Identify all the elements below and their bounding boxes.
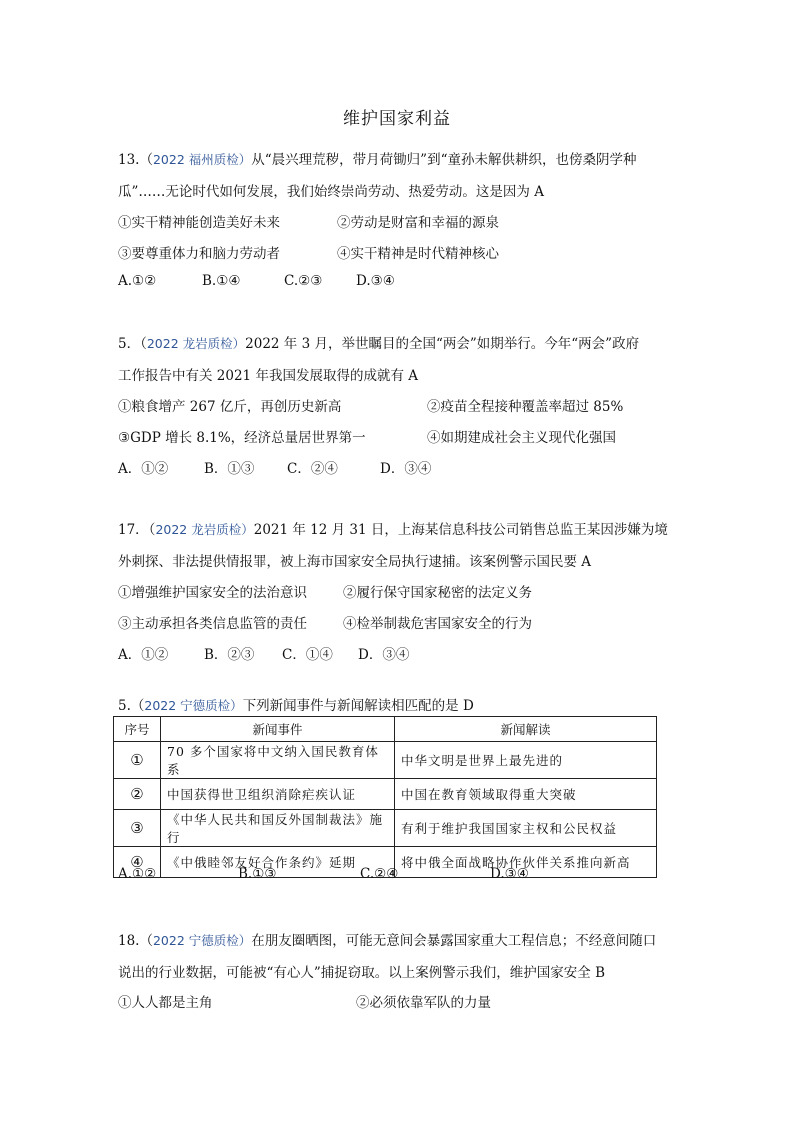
statement-2: ②疫苗全程接种覆盖率超过 85% bbox=[427, 399, 624, 415]
row-index: ① bbox=[114, 742, 161, 779]
statement-4: ④实干精神是时代精神核心 bbox=[337, 246, 499, 262]
choice-c: C．①④ bbox=[282, 647, 333, 663]
statement-3: ③主动承担各类信息监管的责任 bbox=[118, 616, 307, 632]
table-row bbox=[114, 779, 657, 810]
question-5b-line-1 bbox=[118, 694, 474, 714]
news-interpretation: 中华文明是世界上最先进的 bbox=[395, 742, 657, 779]
statement-1: ①人人都是主角 bbox=[118, 995, 213, 1011]
column-header-event: 新闻事件 bbox=[161, 717, 395, 742]
question-5-line-2: 工作报告中有关 2021 年我国发展取得的成就有 A bbox=[118, 368, 418, 384]
news-event: 中国获得世卫组织消除疟疾认证 bbox=[161, 779, 395, 810]
question-number: 18.（ bbox=[118, 933, 153, 949]
statement-4: ④检举制裁危害国家安全的行为 bbox=[343, 616, 532, 632]
choice-a: A.①② bbox=[118, 273, 157, 289]
question-18-line-2: 说出的行业数据，可能被“有心人”捕捉窃取。以上案例警示我们，维护国家安全 B bbox=[118, 965, 606, 981]
choice-d: D．③④ bbox=[358, 647, 410, 663]
page-title: 维护国家利益 bbox=[343, 109, 451, 129]
choice-d: D.③④ bbox=[490, 866, 529, 882]
news-interpretation: 将中俄全面战略协作伙伴关系推向新高 bbox=[395, 847, 657, 878]
choice-a: A.①② bbox=[118, 866, 157, 882]
choice-b: B.①④ bbox=[202, 273, 241, 289]
question-source: 2022 宁德质检） bbox=[152, 933, 252, 948]
question-18-line-1 bbox=[118, 929, 656, 949]
question-stem: 在朋友圈晒图，可能无意间会暴露国家重大工程信息；不经意间随口 bbox=[251, 933, 657, 949]
choice-c: C.②③ bbox=[284, 273, 323, 289]
choice-c: C．②④ bbox=[287, 461, 338, 477]
news-table bbox=[113, 716, 657, 878]
question-stem: 2022 年 3 月，举世瞩目的全国“两会”如期举行。今年“两会”政府 bbox=[245, 336, 640, 352]
choice-d: D．③④ bbox=[380, 461, 432, 477]
row-index: ② bbox=[114, 779, 161, 810]
news-event: 《中俄睦邻友好合作条约》延期 bbox=[161, 847, 395, 878]
choice-a: A．①② bbox=[118, 461, 169, 477]
statement-1: ①粮食增产 267 亿斤，再创历史新高 bbox=[118, 399, 342, 415]
question-stem: 下列新闻事件与新闻解读相匹配的是 D bbox=[242, 698, 474, 714]
choice-d: D.③④ bbox=[356, 273, 395, 289]
statement-3: ③要尊重体力和脑力劳动者 bbox=[118, 246, 280, 262]
row-index: ③ bbox=[114, 810, 161, 847]
question-source: 2022 福州质检） bbox=[152, 152, 252, 167]
question-source: 2022 龙岩质检） bbox=[146, 336, 246, 351]
statement-4: ④如期建成社会主义现代化强国 bbox=[427, 430, 616, 446]
table-row bbox=[114, 810, 657, 847]
column-header-index: 序号 bbox=[114, 717, 161, 742]
choice-b: B．②③ bbox=[204, 647, 255, 663]
question-13-line-2: 瓜”……无论时代如何发展，我们始终崇尚劳动、热爱劳动。这是因为 A bbox=[118, 184, 544, 200]
row-index: ④ bbox=[114, 847, 161, 878]
question-source: 2022 宁德质检） bbox=[144, 698, 243, 713]
question-13-line-1 bbox=[118, 148, 637, 168]
choice-a: A．①② bbox=[118, 647, 169, 663]
statement-2: ②履行保守国家秘密的法定义务 bbox=[343, 585, 532, 601]
news-interpretation: 有利于维护我国国家主权和公民权益 bbox=[395, 810, 657, 847]
question-number: 5.（ bbox=[118, 698, 145, 714]
question-17-line-1 bbox=[118, 518, 668, 538]
news-event: 《中华人民共和国反外国制裁法》施行 bbox=[161, 810, 395, 847]
statement-1: ①实干精神能创造美好未来 bbox=[118, 215, 280, 231]
question-number: 5．（ bbox=[118, 336, 147, 352]
statement-3: ③GDP 增长 8.1%，经济总量居世界第一 bbox=[118, 430, 366, 446]
news-interpretation: 中国在教育领域取得重大突破 bbox=[395, 779, 657, 810]
choice-c: C.②④ bbox=[360, 866, 399, 882]
question-number: 13.（ bbox=[118, 152, 153, 168]
column-header-interpretation: 新闻解读 bbox=[395, 717, 657, 742]
question-17-line-2: 外刺探、非法提供情报罪，被上海市国家安全局执行逮捕。该案例警示国民要 A bbox=[118, 554, 592, 570]
question-stem: 2021 年 12 月 31 日，上海某信息科技公司销售总监王某因涉嫌为境 bbox=[253, 522, 668, 538]
statement-2: ②劳动是财富和幸福的源泉 bbox=[337, 215, 499, 231]
statement-1: ①增强维护国家安全的法治意识 bbox=[118, 585, 307, 601]
table-header-row bbox=[114, 717, 657, 742]
statement-2: ②必须依靠军队的力量 bbox=[356, 995, 491, 1011]
table-row bbox=[114, 742, 657, 779]
question-source: 2022 龙岩质检） bbox=[155, 522, 254, 537]
question-number: 17．（ bbox=[118, 522, 156, 538]
news-event: 70 多个国家将中文纳入国民教育体系 bbox=[161, 742, 395, 779]
choice-b: B．①③ bbox=[204, 461, 255, 477]
question-stem: 从“晨兴理荒秽，带月荷锄归”到“童孙未解供耕织，也傍桑阴学种 bbox=[251, 152, 637, 168]
question-5-line-1 bbox=[118, 332, 639, 352]
choice-b: B.①③ bbox=[238, 866, 277, 882]
